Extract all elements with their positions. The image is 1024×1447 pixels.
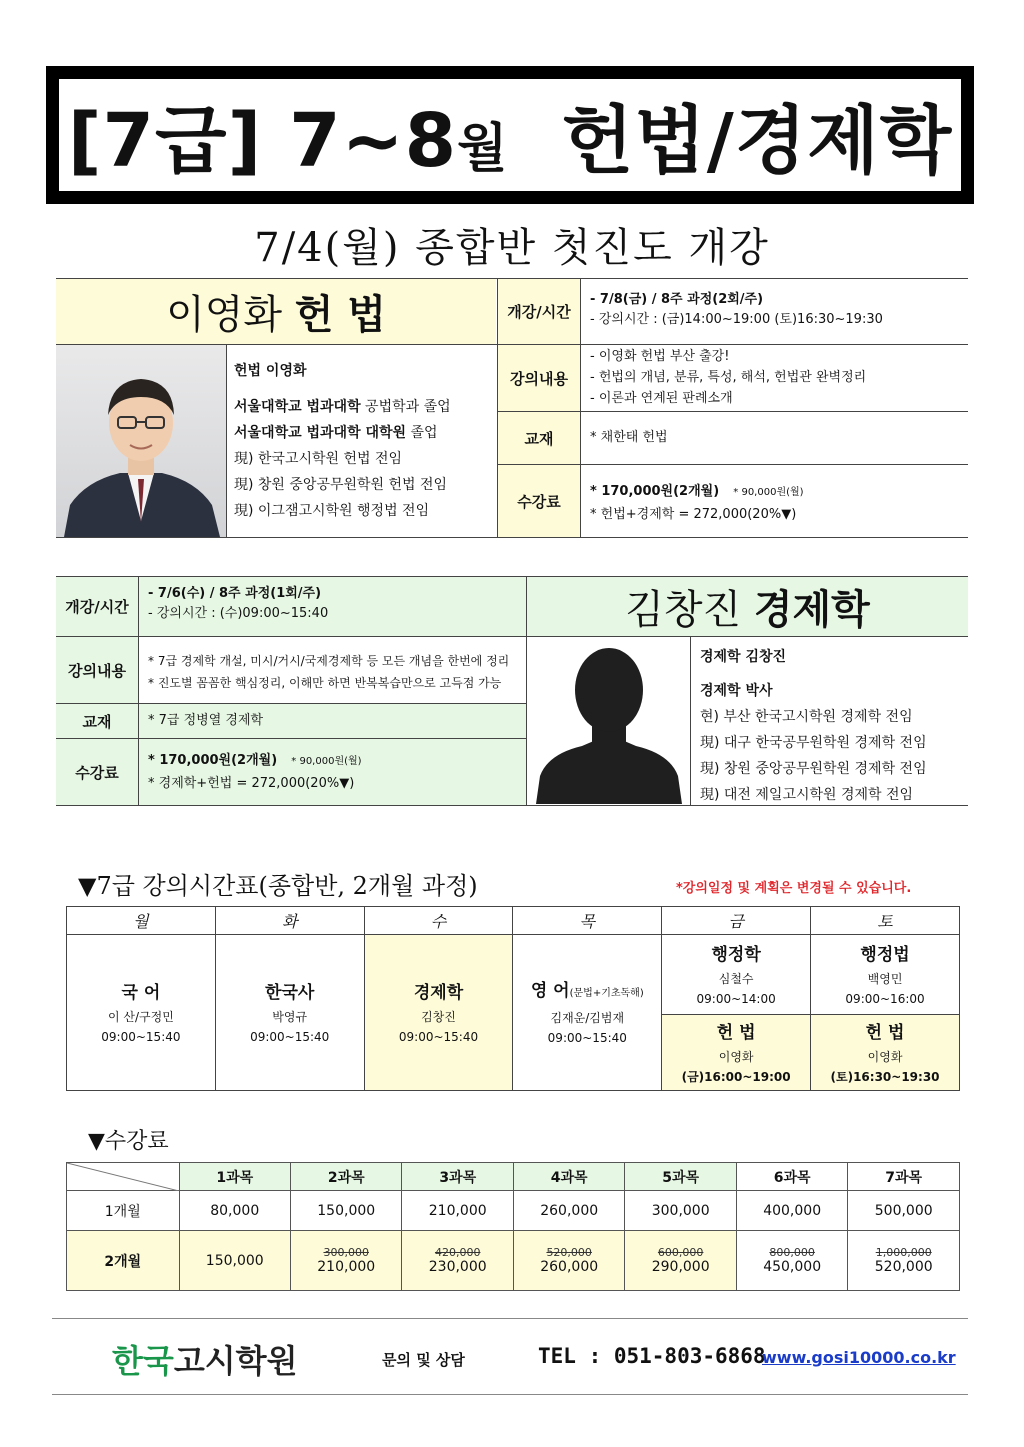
schedule-cell-fri-top — [662, 935, 811, 1015]
day-header: 수 — [364, 907, 513, 935]
subject-note: (문법+기초독해) — [569, 988, 644, 999]
fee-note: * 90,000원(월) — [733, 487, 804, 498]
fee-cell: 300,000 — [625, 1191, 736, 1231]
open-line1: - 7/6(수) / 8주 과정(1회/주) — [148, 586, 322, 601]
fee-corner — [67, 1163, 180, 1191]
content-line: - 헌법의 개념, 분류, 특성, 해석, 헌법관 완벽정리 — [590, 370, 867, 385]
contact-label: 문의 및 상담 — [382, 1351, 465, 1369]
website-link[interactable]: www.gosi10000.co.kr — [762, 1348, 956, 1367]
bio-line: 現) 대전 제일고시학원 경제학 전임 — [700, 787, 914, 803]
content-info — [148, 650, 509, 694]
schedule-cell-tue — [215, 935, 364, 1091]
fee-note: * 90,000원(월) — [291, 756, 362, 767]
constitution-bio — [234, 358, 494, 524]
fee-label: 수강료 — [498, 465, 580, 537]
time: 09:00~16:00 — [845, 991, 925, 1006]
fee-row-label: 1개월 — [67, 1191, 180, 1231]
old-fee: 600,000 — [657, 1245, 704, 1259]
fee-cell: 260,000 — [513, 1191, 624, 1231]
diagonal-line-icon — [67, 1163, 179, 1191]
fee-value: 520,000 — [874, 1258, 933, 1275]
title-month: 월 — [457, 119, 509, 179]
open-line2: - 강의시간 : (수)09:00~15:40 — [148, 606, 329, 621]
fee-info — [590, 481, 804, 526]
schedule-cell-mon — [67, 935, 216, 1091]
bio-line: 서울대학교 법과대학 대학원 졸업 — [234, 425, 438, 441]
content-line: - 이론과 연계된 판례소개 — [590, 391, 733, 406]
content-line: * 7급 경제학 개설, 미시/거시/국제경제학 등 모든 개념을 한번에 정리 — [148, 654, 510, 668]
time: (토)16:30~19:30 — [830, 1069, 940, 1084]
fee-cell — [736, 1231, 847, 1291]
fee-cell — [179, 1231, 290, 1291]
economics-section — [56, 576, 968, 806]
time: 09:00~15:40 — [398, 1029, 479, 1044]
logo-han: 한국 — [112, 1342, 174, 1380]
fee-info — [148, 750, 362, 795]
bio-line: 現) 창원 중앙공무원학원 헌법 전임 — [234, 477, 448, 493]
open-label: 개강/시간 — [56, 576, 138, 636]
bio-line: 現) 이그잼고시학원 행정법 전임 — [234, 503, 430, 519]
bio-line: 서울대학교 법과대학 공법학과 졸업 — [234, 399, 451, 415]
title-box — [46, 66, 974, 204]
phone-number: TEL : 051-803-6868 — [538, 1344, 766, 1368]
economics-bio-title: 경제학 김창진 — [700, 649, 787, 665]
constitution-teacher-name: 이영화 헌 법 — [166, 291, 386, 338]
open-info — [590, 290, 883, 330]
subject: 헌 법 — [716, 1022, 756, 1043]
schedule-table — [66, 906, 960, 1091]
day-header: 월 — [67, 907, 216, 935]
economics-bio-sub: 경제학 박사 — [700, 683, 773, 699]
book-info: * 7급 정병열 경제학 — [148, 713, 264, 728]
schedule-note: *강의일정 및 계획은 변경될 수 있습니다. — [676, 881, 912, 896]
fee-value: 150,000 — [205, 1252, 264, 1269]
subject: 영 어 — [530, 981, 570, 1001]
constitution-section — [56, 278, 968, 538]
fee-line1: * 170,000원(2개월) — [148, 753, 278, 768]
day-header: 토 — [811, 907, 960, 935]
fee-header: 5과목 — [625, 1163, 736, 1191]
subject: 행정학 — [711, 944, 761, 965]
bio-line: 현) 부산 한국고시학원 경제학 전임 — [700, 709, 913, 725]
teacher: 백영민 — [867, 971, 903, 986]
fee-cell — [402, 1231, 513, 1291]
fee-table — [66, 1162, 960, 1291]
old-fee: 1,000,000 — [875, 1245, 932, 1259]
fee-line2: * 헌법+경제학 = 272,000(20%▼) — [590, 507, 797, 522]
fee-header: 7과목 — [848, 1163, 960, 1191]
teacher: 박영규 — [272, 1009, 308, 1024]
teacher-photo-icon — [56, 345, 226, 537]
subject: 한국사 — [265, 982, 315, 1003]
schedule-cell-thu — [513, 935, 662, 1091]
title-subject: 헌법/경제학 — [561, 98, 953, 184]
schedule-cell-fri-bottom — [662, 1015, 811, 1091]
open-label: 개강/시간 — [498, 278, 580, 344]
teacher: 이영화 — [718, 1049, 754, 1064]
constitution-bio-title: 헌법 이영화 — [234, 363, 307, 379]
time: 09:00~14:00 — [696, 991, 776, 1006]
logo-rest: 고시학원 — [173, 1342, 298, 1380]
fee-header: 6과목 — [736, 1163, 847, 1191]
time: 09:00~15:40 — [101, 1029, 181, 1044]
schedule-cell-sat-top — [811, 935, 960, 1015]
time: 09:00~15:40 — [250, 1029, 330, 1044]
subject: 헌 법 — [865, 1022, 905, 1043]
open-line2: - 강의시간 : (금)14:00~19:00 (토)16:30~19:30 — [590, 312, 883, 327]
fee-value: 450,000 — [763, 1258, 822, 1275]
fee-cell: 150,000 — [290, 1191, 401, 1231]
fee-value: 210,000 — [317, 1258, 376, 1275]
book-info: * 채한태 헌법 — [590, 430, 668, 445]
old-fee: 520,000 — [546, 1245, 592, 1259]
fee-header: 2과목 — [290, 1163, 401, 1191]
fee-cell — [625, 1231, 736, 1291]
economics-teacher-name: 김창진 경제학 — [625, 586, 870, 633]
subject: 국 어 — [121, 982, 161, 1003]
fee-cell: 210,000 — [402, 1191, 513, 1231]
fee-line1: * 170,000원(2개월) — [590, 484, 720, 499]
fee-line2: * 경제학+헌법 = 272,000(20%▼) — [148, 776, 355, 791]
fee-value: 260,000 — [540, 1258, 599, 1275]
page-subtitle: 7/4(월) 종합반 첫진도 개강 — [254, 225, 770, 271]
fee-cell — [290, 1231, 401, 1291]
open-info — [148, 584, 328, 624]
book-label: 교재 — [56, 704, 138, 738]
page-title — [68, 82, 953, 188]
old-fee: 420,000 — [434, 1245, 481, 1259]
teacher: 김창진 — [421, 1009, 456, 1024]
open-line1: - 7/8(금) / 8주 과정(2회/주) — [590, 292, 764, 307]
economics-bio — [700, 644, 968, 808]
constitution-info — [498, 278, 968, 538]
economics-teacher-photo — [534, 638, 684, 804]
fee-row-label: 2개월 — [67, 1231, 180, 1291]
schedule-cell-wed — [364, 935, 513, 1091]
schedule-cell-sat-bottom — [811, 1015, 960, 1091]
teacher: 심철수 — [718, 971, 754, 986]
teacher: 김재운/김범재 — [550, 1011, 625, 1025]
constitution-banner — [56, 278, 496, 344]
teacher: 이 산/구정민 — [107, 1009, 174, 1024]
content-label: 강의내용 — [56, 637, 138, 703]
fee-cell — [513, 1231, 624, 1291]
fee-value: 230,000 — [428, 1258, 487, 1275]
academy-logo — [112, 1336, 297, 1382]
fee-cell — [848, 1231, 960, 1291]
day-header: 화 — [215, 907, 364, 935]
fee-header: 1과목 — [179, 1163, 290, 1191]
economics-banner — [527, 576, 968, 636]
schedule-title: ▼7급 강의시간표(종합반, 2개월 과정) — [78, 872, 478, 900]
time: 09:00~15:40 — [547, 1031, 627, 1045]
bio-line: 現) 창원 중앙공무원학원 경제학 전임 — [700, 761, 927, 777]
title-main: [7급] 7~8 — [67, 98, 458, 184]
fees-title: ▼수강료 — [88, 1129, 169, 1154]
subject: 경제학 — [413, 982, 464, 1003]
fee-value: 290,000 — [651, 1258, 710, 1275]
time: (금)16:00~19:00 — [681, 1069, 791, 1084]
teacher: 이영화 — [867, 1049, 903, 1064]
subject: 행정법 — [860, 944, 910, 965]
old-fee: 300,000 — [323, 1245, 369, 1259]
constitution-teacher-photo — [56, 345, 226, 537]
person-silhouette-icon — [534, 638, 684, 804]
bio-line: 現) 대구 한국공무원학원 경제학 전임 — [700, 735, 927, 751]
fee-header: 4과목 — [513, 1163, 624, 1191]
fee-cell: 400,000 — [736, 1191, 847, 1231]
bio-line: 現) 한국고시학원 헌법 전임 — [234, 451, 403, 467]
book-label: 교재 — [498, 412, 580, 464]
fee-label: 수강료 — [56, 739, 138, 805]
fee-cell: 500,000 — [848, 1191, 960, 1231]
fee-header: 3과목 — [402, 1163, 513, 1191]
fee-cell: 80,000 — [179, 1191, 290, 1231]
content-label: 강의내용 — [498, 345, 580, 411]
content-line: * 진도별 꼼꼼한 핵심정리, 이해만 하면 반복복습만으로 고득점 가능 — [148, 676, 502, 690]
day-header: 금 — [662, 907, 811, 935]
old-fee: 800,000 — [769, 1245, 815, 1259]
content-info — [590, 346, 866, 409]
day-header: 목 — [513, 907, 662, 935]
content-line: - 이영화 헌법 부산 출강! — [590, 349, 730, 364]
